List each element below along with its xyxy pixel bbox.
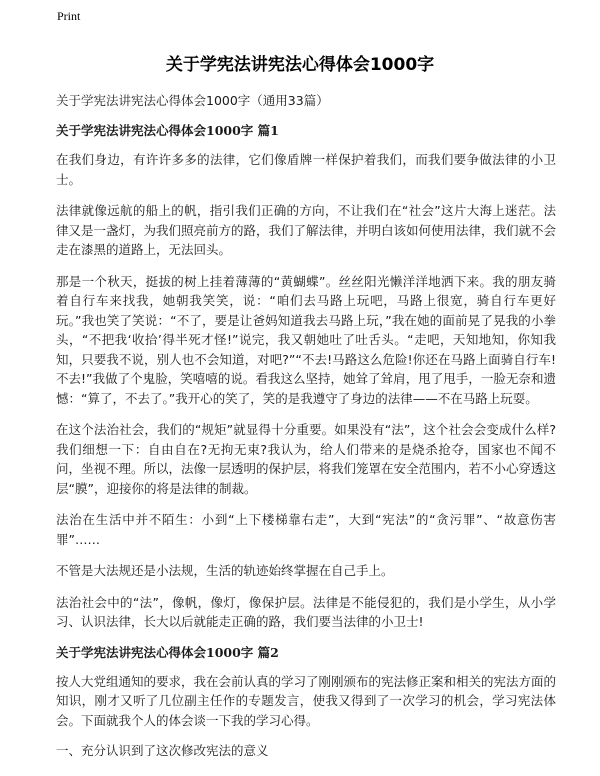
paragraph: 法律就像远航的船上的帆，指引我们正确的方向，不让我们在“社会”这片大海上迷茫。法律又是一盏灯，为我们照亮前方的路，我们了解法律，并明白该如何使用法律，我们就不会走在漆黑的道路上，无法回头。 bbox=[56, 203, 557, 257]
print-link[interactable]: Print bbox=[57, 9, 81, 23]
paragraph: 按人大党组通知的要求，我在会前认真的学习了刚刚颁布的宪法修正案和相关的宪法方面的知识，刚才又听了几位副主任作的专题发言，使我又得到了一次学习的机会，学习宪法体会。下面就我个人的体会谈一下我的学习心得。 bbox=[56, 673, 557, 728]
section-heading: 一、充分认识到了这次修改宪法的意义 bbox=[56, 743, 269, 758]
paragraph: 在这个法治社会，我们的“规矩”就显得十分重要。如果没有“法”，这个社会会变成什么样?我们细想一下：自由自在?无拘无束?我认为，给人们带来的是烧杀抢夺，国家也不闻不问，坐视不理。所以，法像一层透明的保护层，将我们笼罩在安全范围内，若不小心穿透这层“膜”，迎接你的将是法律的制裁。 bbox=[56, 422, 557, 496]
document-subtitle: 关于学宪法讲宪法心得体会1000字（通用33篇） bbox=[56, 93, 329, 108]
paragraph: 那是一个秋天，挺拔的树上挂着薄薄的“黄蝴蝶”。丝丝阳光懒洋洋地洒下来。我的朋友骑着自行车来找我，她朝我笑笑，说：“咱们去马路上玩吧，马路上很宽，骑自行车更好玩。”我也笑了笑说：“不了，要是让爸妈知道我去马路上玩，”我在她的面前晃了晃我的小拳头，“不把我‘收拾’得半死才怪!”说完，我又朝她吐了吐舌头。“走吧，天知地知，你知我知，只要我不说，别人也不会知道，对吧?”“不去!马路这么危险!你还在马路上面骑自行车!不去!”我做了个鬼脸，笑嘻嘻的说。看我这么坚持，她耸了耸肩，甩了甩手，一脸无奈和遗憾：“算了，不去了。”我开心的笑了，笑的是我遵守了身边的法律——不在马路上玩耍。 bbox=[56, 273, 556, 406]
paragraph: 在我们身边，有许许多多的法律，它们像盾牌一样保护着我们，而我们要争做法律的小卫士。 bbox=[56, 152, 556, 187]
article-heading: 关于学宪法讲宪法心得体会1000字 篇2 bbox=[56, 644, 279, 660]
paragraph: 法治社会中的“法”，像帆，像灯，像保护层。法律是不能侵犯的，我们是小学生，从小学习、认识法律，长大以后就能走正确的路，我们要当法律的小卫士! bbox=[56, 594, 556, 629]
paragraph: 法治在生活中并不陌生：小到“上下楼梯靠右走”，大到“宪法”的“贪污罪”、“故意伤害罪”…… bbox=[56, 512, 556, 547]
article-heading: 关于学宪法讲宪法心得体会1000字 篇1 bbox=[56, 123, 279, 138]
paragraph: 不管是大法规还是小法规，生活的轨迹始终掌握在自己手上。 bbox=[56, 563, 394, 578]
article-body bbox=[56, 92, 556, 760]
page-title: 关于学宪法讲宪法心得体会1000字 bbox=[165, 55, 435, 75]
